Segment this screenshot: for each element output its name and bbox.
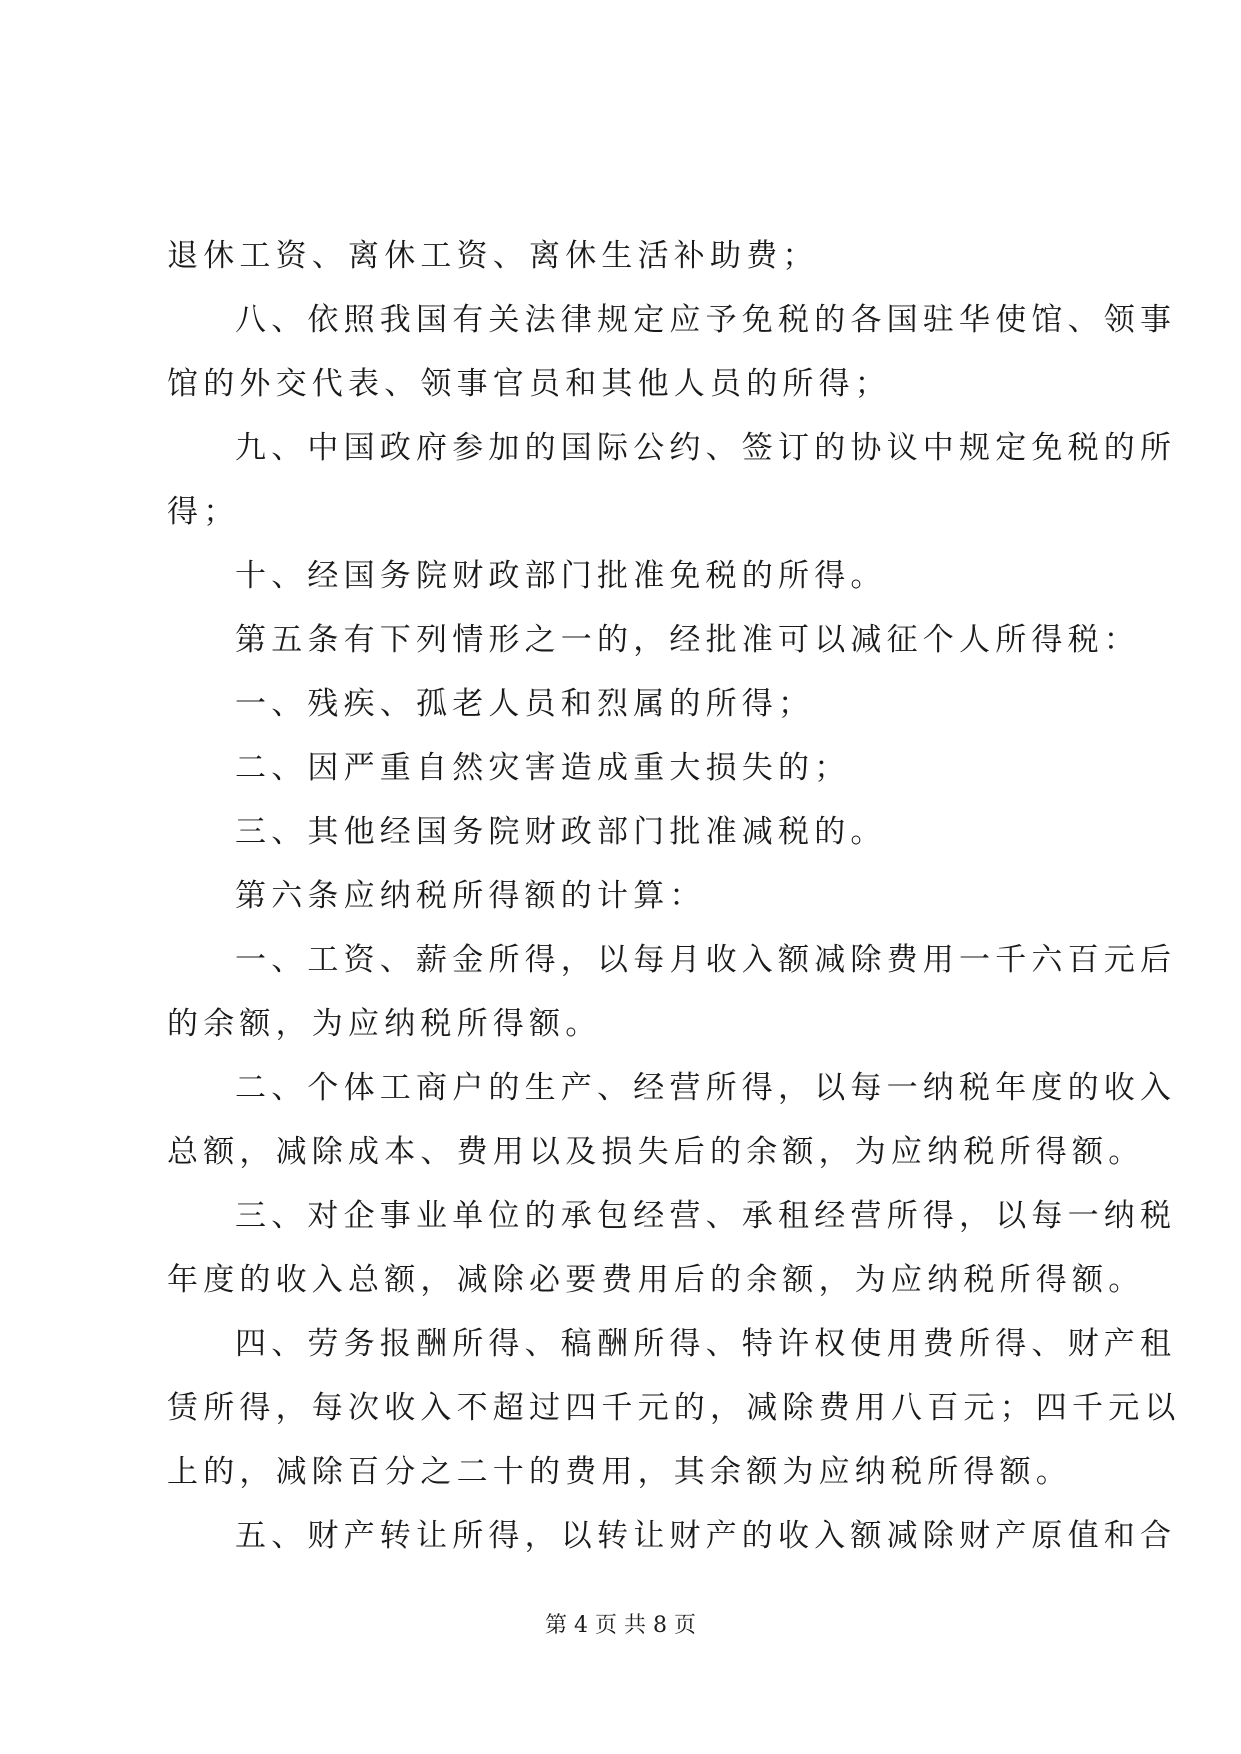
text-line: 二、因严重自然灾害造成重大损失的； bbox=[235, 750, 851, 786]
page-number-footer: 第 4 页 共 8 页 bbox=[545, 1613, 696, 1638]
text-line: 一、工资、薪金所得，以每月收入额减除费用一千六百元后 bbox=[235, 942, 1177, 978]
text-line: 八、依照我国有关法律规定应予免税的各国驻华使馆、领事 bbox=[235, 302, 1177, 338]
text-line: 二、个体工商户的生产、经营所得，以每一纳税年度的收入 bbox=[235, 1070, 1177, 1106]
text-line: 一、残疾、孤老人员和烈属的所得； bbox=[235, 686, 815, 722]
text-line: 得； bbox=[167, 494, 240, 530]
text-line: 第五条有下列情形之一的，经批准可以减征个人所得税： bbox=[235, 622, 1140, 658]
text-line: 五、财产转让所得，以转让财产的收入额减除财产原值和合 bbox=[235, 1518, 1177, 1554]
text-line: 九、中国政府参加的国际公约、签订的协议中规定免税的所 bbox=[235, 430, 1177, 466]
text-line: 馆的外交代表、领事官员和其他人员的所得； bbox=[167, 366, 891, 402]
text-line: 年度的收入总额，减除必要费用后的余额，为应纳税所得额。 bbox=[167, 1262, 1145, 1298]
text-line: 赁所得，每次收入不超过四千元的，减除费用八百元；四千元以 bbox=[167, 1390, 1181, 1426]
text-line: 的余额，为应纳税所得额。 bbox=[167, 1006, 602, 1042]
text-line: 上的，减除百分之二十的费用，其余额为应纳税所得额。 bbox=[167, 1454, 1072, 1490]
text-line: 四、劳务报酬所得、稿酬所得、特许权使用费所得、财产租 bbox=[235, 1326, 1177, 1362]
text-line: 三、对企事业单位的承包经营、承租经营所得，以每一纳税 bbox=[235, 1198, 1177, 1234]
text-line: 退休工资、离休工资、离休生活补助费； bbox=[167, 238, 819, 274]
text-line: 三、其他经国务院财政部门批准减税的。 bbox=[235, 814, 887, 850]
text-line: 总额，减除成本、费用以及损失后的余额，为应纳税所得额。 bbox=[167, 1134, 1145, 1170]
text-line: 十、经国务院财政部门批准免税的所得。 bbox=[235, 558, 887, 594]
text-line: 第六条应纳税所得额的计算： bbox=[235, 878, 706, 914]
document-body bbox=[167, 224, 1181, 1568]
